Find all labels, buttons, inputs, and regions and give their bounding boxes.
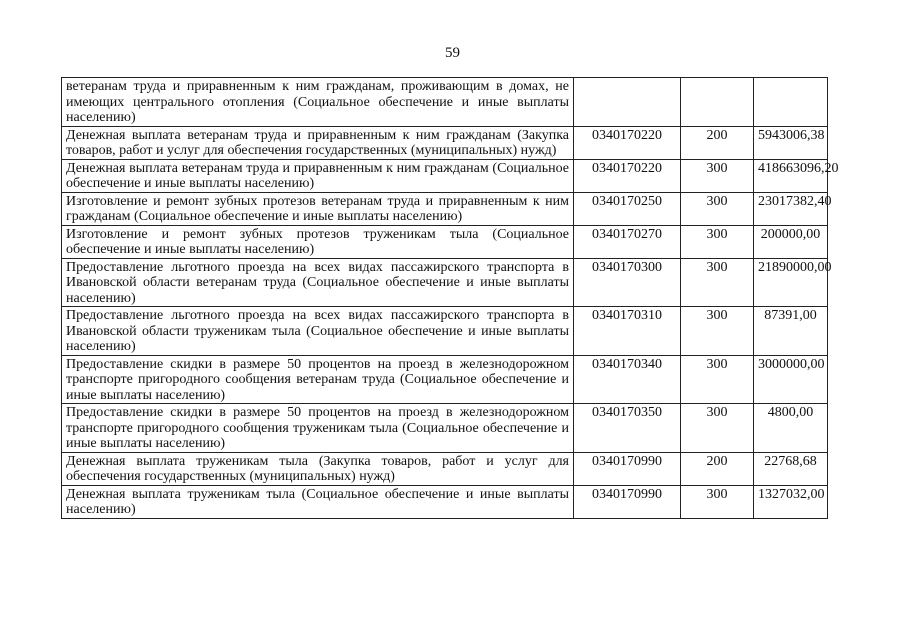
- row-expense-type: 300: [681, 225, 754, 258]
- row-target-code: 0340170350: [574, 404, 681, 453]
- table-row: [62, 78, 828, 127]
- row-expense-type: 200: [681, 452, 754, 485]
- row-amount: 21890000,00: [754, 258, 828, 307]
- row-description: Предоставление льготного проезда на всех видах пассажирского транспорта в Ивановской области труженикам тыла (Социальное обеспечение и иные выплаты населению): [62, 307, 574, 356]
- row-amount: 200000,00: [754, 225, 828, 258]
- table-row: [62, 355, 828, 404]
- row-target-code: 0340170300: [574, 258, 681, 307]
- row-amount: 5943006,38: [754, 126, 828, 159]
- row-description: Денежная выплата труженикам тыла (Социальное обеспечение и иные выплаты населению): [62, 485, 574, 518]
- table-row: [62, 307, 828, 356]
- table-row: [62, 192, 828, 225]
- row-description: Изготовление и ремонт зубных протезов труженикам тыла (Социальное обеспечение и иные выплаты населению): [62, 225, 574, 258]
- row-description: Предоставление скидки в размере 50 процентов на проезд в железнодорожном транспорте пригородного сообщения труженикам тыла (Социальное обеспечение и иные выплаты населению): [62, 404, 574, 453]
- row-expense-type: 300: [681, 485, 754, 518]
- budget-table: [61, 77, 839, 519]
- row-target-code: [574, 78, 681, 127]
- row-amount: 1327032,00: [754, 485, 828, 518]
- row-amount: [754, 78, 828, 127]
- row-target-code: 0340170270: [574, 225, 681, 258]
- table-row: [62, 404, 828, 453]
- row-expense-type: 300: [681, 258, 754, 307]
- row-amount: 418663096,20: [754, 159, 828, 192]
- row-description: Денежная выплата ветеранам труда и приравненным к ним гражданам (Социальное обеспечение и иные выплаты населению): [62, 159, 574, 192]
- row-target-code: 0340170250: [574, 192, 681, 225]
- table-row: [62, 126, 828, 159]
- table-row: [62, 225, 828, 258]
- row-amount: 22768,68: [754, 452, 828, 485]
- row-description: Денежная выплата труженикам тыла (Закупка товаров, работ и услуг для обеспечения государственных (муниципальных) нужд): [62, 452, 574, 485]
- row-target-code: 0340170340: [574, 355, 681, 404]
- row-target-code: 0340170990: [574, 485, 681, 518]
- table-row: [62, 452, 828, 485]
- row-expense-type: 200: [681, 126, 754, 159]
- row-expense-type: [681, 78, 754, 127]
- row-expense-type: 300: [681, 192, 754, 225]
- row-target-code: 0340170220: [574, 159, 681, 192]
- row-description: Предоставление скидки в размере 50 процентов на проезд в железнодорожном транспорте пригородного сообщения ветеранам труда (Социальное обеспечение и иные выплаты населению): [62, 355, 574, 404]
- row-description: Изготовление и ремонт зубных протезов ветеранам труда и приравненным к ним гражданам (Социальное обеспечение и иные выплаты населению): [62, 192, 574, 225]
- row-description: Денежная выплата ветеранам труда и приравненным к ним гражданам (Закупка товаров, работ и услуг для обеспечения государственных (муниципальных) нужд): [62, 126, 574, 159]
- row-amount: 23017382,40: [754, 192, 828, 225]
- row-expense-type: 300: [681, 307, 754, 356]
- row-amount: 4800,00: [754, 404, 828, 453]
- table-row: [62, 258, 828, 307]
- row-target-code: 0340170220: [574, 126, 681, 159]
- row-expense-type: 300: [681, 159, 754, 192]
- page-number: 59: [445, 45, 460, 61]
- row-amount: 87391,00: [754, 307, 828, 356]
- row-target-code: 0340170310: [574, 307, 681, 356]
- row-expense-type: 300: [681, 355, 754, 404]
- row-description: Предоставление льготного проезда на всех видах пассажирского транспорта в Ивановской области ветеранам труда (Социальное обеспечение и иные выплаты населению): [62, 258, 574, 307]
- row-amount: 3000000,00: [754, 355, 828, 404]
- table-row: [62, 485, 828, 518]
- table-row: [62, 159, 828, 192]
- row-target-code: 0340170990: [574, 452, 681, 485]
- row-description: ветеранам труда и приравненным к ним гражданам, проживающим в домах, не имеющих центрального отопления (Социальное обеспечение и иные выплаты населению): [62, 78, 574, 127]
- row-expense-type: 300: [681, 404, 754, 453]
